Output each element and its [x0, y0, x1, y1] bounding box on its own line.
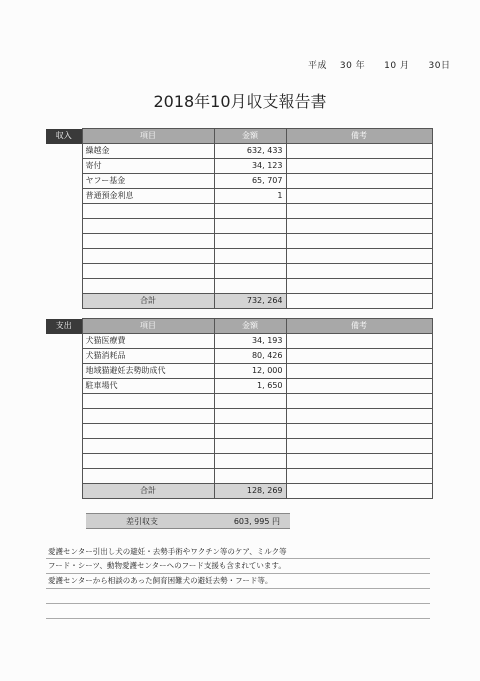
report-date: 平成 30 年 10 月 30日: [308, 61, 451, 71]
total-amount: 732, 264: [214, 294, 286, 309]
balance-bar: [86, 513, 290, 529]
cell-item: 繰越金: [82, 144, 214, 159]
cell-note: [286, 159, 432, 174]
cell-note: [286, 334, 432, 349]
cell-amount: [214, 234, 286, 249]
cell-note: [286, 189, 432, 204]
total-note: [286, 484, 432, 499]
table-row: [46, 219, 432, 234]
cell-note: [286, 279, 432, 294]
cell-item: [82, 219, 214, 234]
cell-note: [286, 349, 432, 364]
note-line-2: フード・シーツ、動物愛護センターへのフード支援も含まれています。: [48, 561, 286, 570]
table-row: [46, 264, 432, 279]
total-row: [46, 294, 432, 309]
table-row: [46, 204, 432, 219]
column-header-item: 項目: [82, 129, 214, 144]
cell-amount: [214, 204, 286, 219]
row-spacer: [46, 144, 82, 159]
row-spacer: [46, 279, 82, 294]
report-title: 2018年10月収支報告書: [153, 92, 327, 111]
total-row: [46, 484, 432, 499]
cell-item: [82, 424, 214, 439]
row-spacer: [46, 469, 82, 484]
row-spacer: [46, 204, 82, 219]
column-header-note: 備考: [286, 319, 432, 334]
cell-amount: [214, 249, 286, 264]
cell-amount: [214, 409, 286, 424]
cell-amount: 34, 193: [214, 334, 286, 349]
row-spacer: [46, 364, 82, 379]
column-header-amount: 金額: [214, 129, 286, 144]
table-row: [46, 334, 432, 349]
cell-item: [82, 249, 214, 264]
cell-amount: [214, 394, 286, 409]
cell-item: 犬猫消耗品: [82, 349, 214, 364]
row-spacer: [46, 189, 82, 204]
table-row: [46, 174, 432, 189]
cell-amount: 12, 000: [214, 364, 286, 379]
cell-note: [286, 364, 432, 379]
total-label: 合計: [82, 294, 214, 309]
cell-amount: 1: [214, 189, 286, 204]
cell-amount: 65, 707: [214, 174, 286, 189]
note-rule: [46, 603, 430, 604]
table-row: [46, 144, 432, 159]
table-row: [46, 234, 432, 249]
income-table-body: [46, 129, 432, 309]
cell-amount: [214, 439, 286, 454]
table-row: [46, 349, 432, 364]
row-spacer: [46, 349, 82, 364]
cell-item: [82, 264, 214, 279]
column-header-note: 備考: [286, 129, 432, 144]
expense-table-body: [46, 319, 432, 499]
table-row: [46, 364, 432, 379]
cell-note: [286, 174, 432, 189]
cell-amount: 632, 433: [214, 144, 286, 159]
cell-note: [286, 234, 432, 249]
note-rule: [46, 558, 430, 559]
cell-amount: 34, 123: [214, 159, 286, 174]
balance-value: 603, 995 円: [233, 517, 280, 526]
income-table: [46, 128, 433, 309]
note-line-1: 愛護センター引出し犬の避妊・去勢手術やワクチン等のケア、ミルク等: [48, 547, 287, 556]
table-row: [46, 409, 432, 424]
row-spacer: [46, 454, 82, 469]
expense-tag: 支出: [46, 319, 82, 334]
row-spacer: [46, 439, 82, 454]
cell-amount: 80, 426: [214, 349, 286, 364]
income-header-row: [46, 129, 432, 144]
total-label: 合計: [82, 484, 214, 499]
cell-item: [82, 469, 214, 484]
cell-amount: [214, 454, 286, 469]
cell-amount: [214, 264, 286, 279]
column-header-amount: 金額: [214, 319, 286, 334]
table-row: [46, 379, 432, 394]
table-row: [46, 439, 432, 454]
row-spacer: [46, 409, 82, 424]
row-spacer: [46, 159, 82, 174]
row-spacer: [46, 219, 82, 234]
expense-header-row: [46, 319, 432, 334]
row-spacer: [46, 484, 82, 499]
note-line-3: 愛護センターから相談のあった飼育困難犬の避妊去勢・フード等。: [48, 576, 273, 585]
cell-note: [286, 424, 432, 439]
cell-item: 普通預金利息: [82, 189, 214, 204]
cell-item: [82, 409, 214, 424]
cell-note: [286, 144, 432, 159]
cell-item: [82, 204, 214, 219]
total-amount: 128, 269: [214, 484, 286, 499]
cell-item: [82, 234, 214, 249]
cell-item: [82, 279, 214, 294]
cell-note: [286, 409, 432, 424]
note-rule: [46, 618, 430, 619]
cell-note: [286, 204, 432, 219]
row-spacer: [46, 379, 82, 394]
table-row: [46, 189, 432, 204]
table-row: [46, 159, 432, 174]
cell-note: [286, 469, 432, 484]
balance-label: 差引収支: [126, 517, 158, 526]
row-spacer: [46, 334, 82, 349]
cell-item: 地域猫避妊去勢助成代: [82, 364, 214, 379]
cell-amount: [214, 219, 286, 234]
total-note: [286, 294, 432, 309]
cell-note: [286, 454, 432, 469]
cell-item: 寄付: [82, 159, 214, 174]
table-row: [46, 424, 432, 439]
table-row: [46, 249, 432, 264]
cell-item: [82, 394, 214, 409]
cell-note: [286, 249, 432, 264]
cell-item: [82, 454, 214, 469]
cell-amount: [214, 424, 286, 439]
cell-item: 犬猫医療費: [82, 334, 214, 349]
table-row: [46, 469, 432, 484]
row-spacer: [46, 294, 82, 309]
table-row: [46, 279, 432, 294]
row-spacer: [46, 234, 82, 249]
income-tag: 収入: [46, 129, 82, 144]
row-spacer: [46, 264, 82, 279]
cell-note: [286, 439, 432, 454]
column-header-item: 項目: [82, 319, 214, 334]
cell-note: [286, 264, 432, 279]
cell-amount: 1, 650: [214, 379, 286, 394]
cell-item: ヤフー基金: [82, 174, 214, 189]
cell-amount: [214, 279, 286, 294]
cell-note: [286, 379, 432, 394]
row-spacer: [46, 249, 82, 264]
table-row: [46, 394, 432, 409]
row-spacer: [46, 174, 82, 189]
cell-item: [82, 439, 214, 454]
expense-table: [46, 318, 433, 499]
table-row: [46, 454, 432, 469]
cell-amount: [214, 469, 286, 484]
row-spacer: [46, 424, 82, 439]
cell-note: [286, 219, 432, 234]
row-spacer: [46, 394, 82, 409]
note-rule: [46, 588, 430, 589]
cell-item: 駐車場代: [82, 379, 214, 394]
note-rule: [46, 573, 430, 574]
cell-note: [286, 394, 432, 409]
